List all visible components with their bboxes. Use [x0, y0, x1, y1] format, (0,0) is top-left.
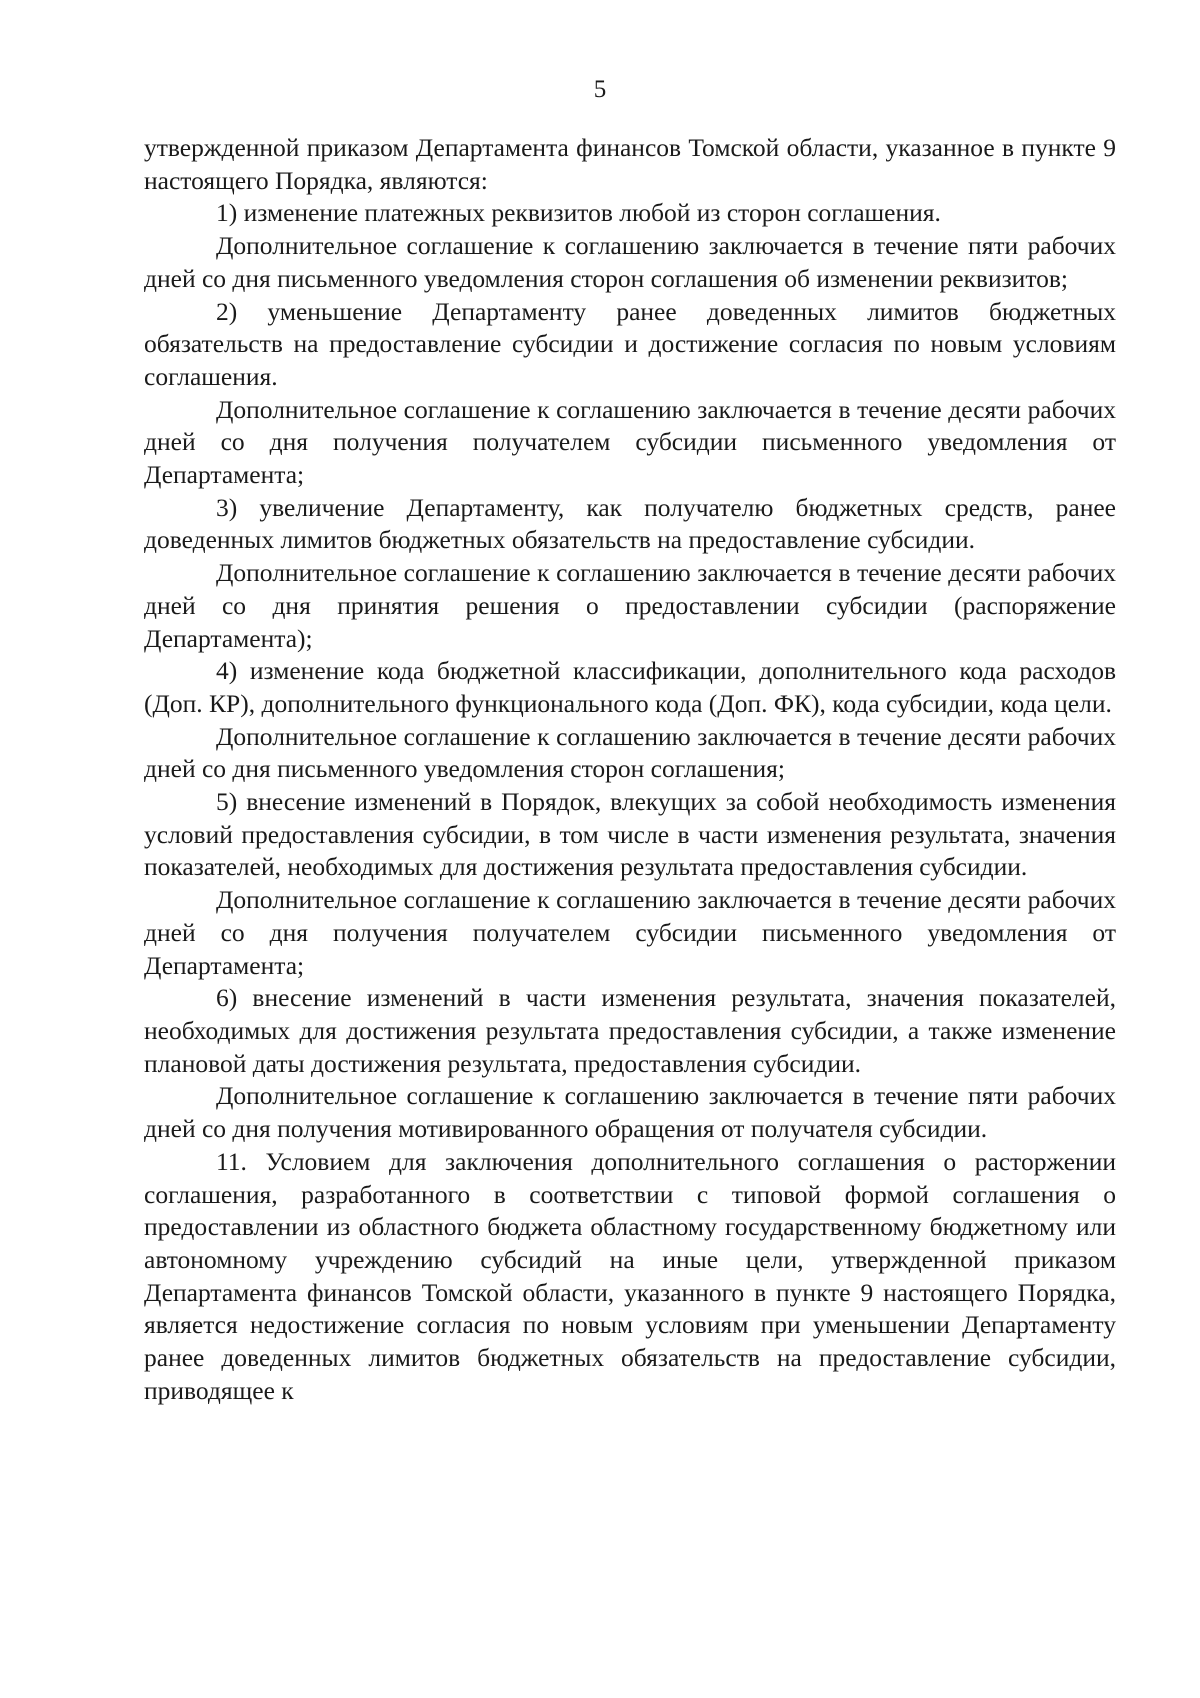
- paragraph-continuation: утвержденной приказом Департамента финансов Томской области, указанное в пункте 9 настоящего Порядка, являются:: [144, 133, 1116, 195]
- paragraph-item-3: 3) увеличение Департаменту, как получателю бюджетных средств, ранее доведенных лимитов бюджетных обязательств на предоставление субсидии.: [144, 492, 1116, 555]
- document-body: [144, 132, 1116, 1407]
- paragraph-item-6: 6) внесение изменений в части изменения результата, значения показателей, необходимых для достижения результата предоставления субсидии, а также изменение плановой даты достижения результата, предоставления субсидии.: [144, 983, 1116, 1078]
- paragraph-item-1-term: Дополнительное соглашение к соглашению заключается в течение пяти рабочих дней со дня письменного уведомления сторон соглашения об изменении реквизитов;: [144, 231, 1116, 293]
- paragraph-item-2-term: Дополнительное соглашение к соглашению заключается в течение десяти рабочих дней со дня получения получателем субсидии письменного уведомления от Департамента;: [144, 394, 1116, 490]
- paragraph-item-5: 5) внесение изменений в Порядок, влекущих за собой необходимость изменения условий предоставления субсидии, в том числе в части изменения результата, значения показателей, необходимых для достижения результата предоставления субсидии.: [144, 787, 1116, 882]
- paragraph-item-6-term: Дополнительное соглашение к соглашению заключается в течение пяти рабочих дней со дня получения мотивированного обращения от получателя субсидии.: [144, 1081, 1116, 1144]
- paragraph-item-3-term: Дополнительное соглашение к соглашению заключается в течение десяти рабочих дней со дня принятия решения о предоставлении субсидии (распоряжение Департамента);: [144, 558, 1116, 653]
- paragraph-section-11: 11. Условием для заключения дополнительного соглашения о расторжении соглашения, разработанного в соответствии с типовой формой соглашения о предоставлении из областного бюджета областному государственному бюджетному или автономному учреждению субсидий на иные цели, утвержденной приказом Департамента финансов Томской области, указанного в пункте 9 настоящего Порядка, является недостижение согласия по новым условиям при уменьшении Департаменту ранее доведенных лимитов бюджетных обязательств на предоставление субсидии, приводящее к: [144, 1146, 1116, 1405]
- paragraph-item-4-term: Дополнительное соглашение к соглашению заключается в течение десяти рабочих дней со дня письменного уведомления сторон соглашения;: [144, 721, 1116, 784]
- paragraph-item-2: 2) уменьшение Департаменту ранее доведенных лимитов бюджетных обязательств на предоставление субсидии и достижение согласия по новым условиям соглашения.: [144, 296, 1116, 391]
- paragraph-item-4: 4) изменение кода бюджетной классификации, дополнительного кода расходов (Доп. КР), дополнительного функционального кода (Доп. ФК), кода субсидии, кода цели.: [144, 656, 1116, 718]
- page-number: 5: [593, 76, 607, 103]
- paragraph-item-1: 1) изменение платежных реквизитов любой из сторон соглашения.: [216, 198, 941, 228]
- paragraph-item-5-term: Дополнительное соглашение к соглашению заключается в течение десяти рабочих дней со дня получения получателем субсидии письменного уведомления от Департамента;: [144, 885, 1116, 980]
